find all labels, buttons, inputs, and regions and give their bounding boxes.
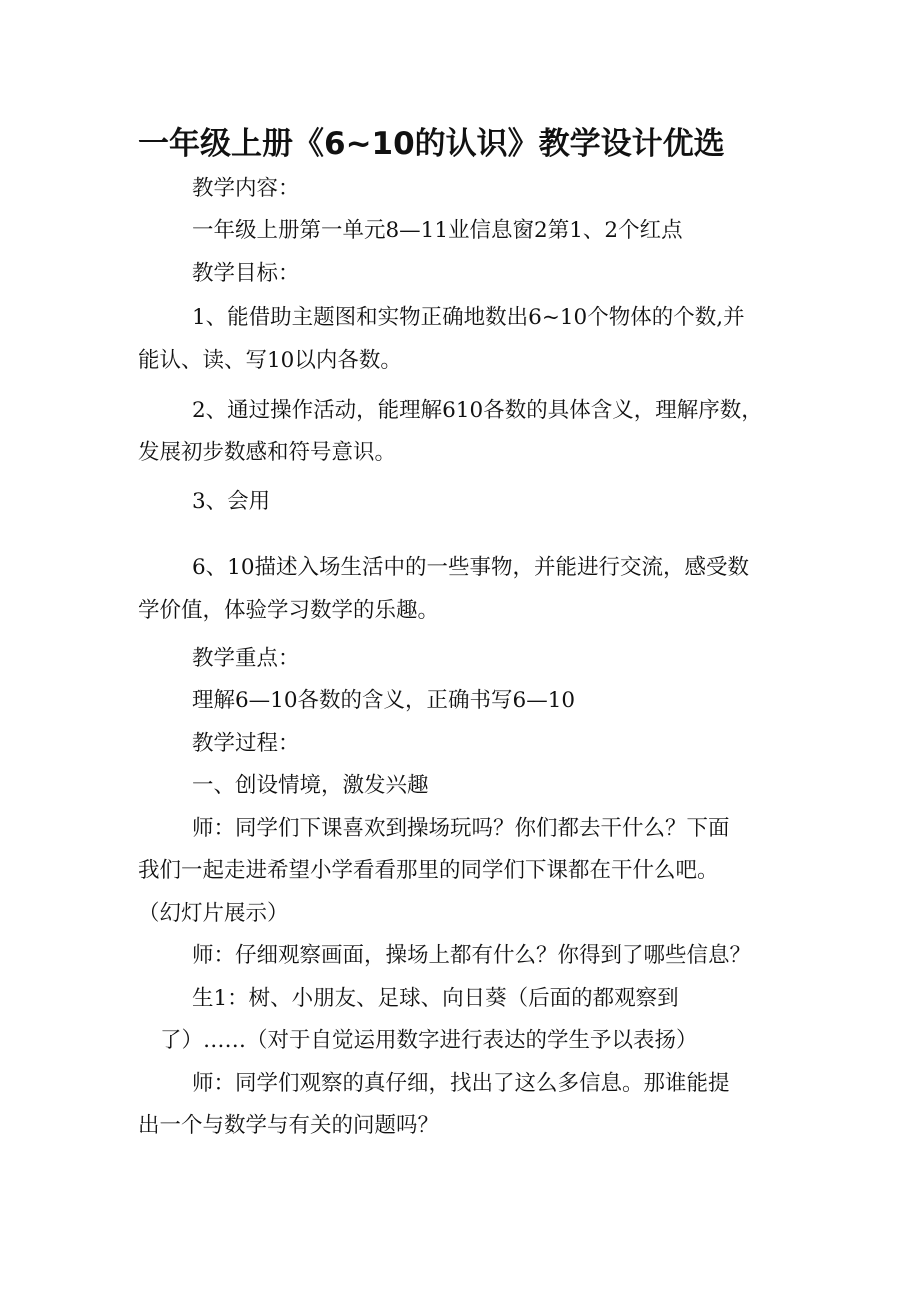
paragraph-line: 理解6—10各数的含义，正确书写6—10	[192, 688, 576, 713]
section-heading-process: 教学过程：	[192, 731, 300, 756]
section-heading-content: 教学内容：	[192, 176, 300, 201]
paragraph-line: 2、通过操作活动，能理解610各数的具体含义，理解序数，	[192, 398, 763, 423]
subsection-heading: 一、创设情境，激发兴趣	[192, 773, 429, 798]
paragraph-line: 生1：树、小朋友、足球、向日葵（后面的都观察到	[192, 986, 679, 1011]
paragraph-line: 一年级上册第一单元8—11业信息窗2第1、2个红点	[192, 218, 683, 243]
paragraph-line: 我们一起走进希望小学看看那里的同学们下课都在干什么吧。	[138, 858, 719, 883]
section-heading-key-points: 教学重点：	[192, 646, 300, 671]
paragraph-line: 6、10描述入场生活中的一些事物，并能进行交流，感受数	[192, 555, 750, 580]
paragraph-line: 出一个与数学与有关的问题吗？	[138, 1113, 440, 1138]
paragraph-line: 发展初步数感和符号意识。	[138, 440, 397, 465]
paragraph-line: 能认、读、写10以内各数。	[138, 348, 402, 373]
paragraph-line: 学价值，体验学习数学的乐趣。	[138, 598, 440, 623]
paragraph-line: 1、能借助主题图和实物正确地数出6~10个物体的个数,并	[192, 305, 745, 330]
paragraph-line: 师：同学们观察的真仔细，找出了这么多信息。那谁能提	[192, 1071, 730, 1096]
paragraph-line: 了）……（对于自觉运用数字进行表达的学生予以表扬）	[160, 1028, 698, 1053]
section-heading-objectives: 教学目标：	[192, 261, 300, 286]
paragraph-line: 3、会用	[192, 489, 271, 514]
paragraph-line: 师：仔细观察画面，操场上都有什么？你得到了哪些信息？	[192, 943, 752, 968]
paragraph-line: 师：同学们下课喜欢到操场玩吗？你们都去干什么？下面	[192, 816, 730, 841]
paragraph-line: （幻灯片展示）	[138, 901, 289, 926]
document-title: 一年级上册《6~10的认识》教学设计优选	[138, 126, 725, 162]
